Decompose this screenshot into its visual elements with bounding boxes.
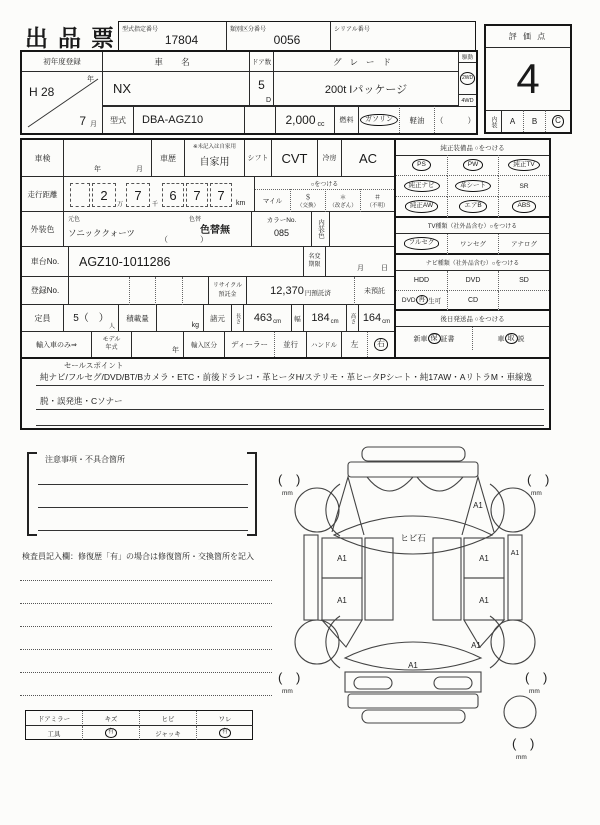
sales-divider [22, 357, 549, 359]
doors-code: D [265, 97, 271, 104]
shift-label: シフト [245, 140, 272, 177]
recycle-label: リサイクル 預託金 [209, 277, 247, 305]
sales-underline [36, 385, 544, 386]
jack-label: ジャッキ [140, 726, 197, 740]
mirror-label: ドアミラー [26, 711, 83, 726]
car-outline [295, 447, 536, 728]
ship-warranty-book: 新車 保 証書 [413, 334, 455, 343]
nav-dvd: DVD [447, 271, 498, 291]
svg-text:(: ( [278, 670, 283, 685]
recycle-value-cell [247, 277, 354, 305]
first-reg-month-unit: 月 [90, 121, 97, 128]
doors-cell [250, 72, 274, 106]
mileage-digits-cell [64, 177, 255, 212]
name-change-month-unit: 月 [357, 265, 364, 272]
equipment-header: 純正装備品 ○をつける [396, 140, 549, 156]
vehicle-info-table [20, 50, 478, 135]
caution-bracket-left [27, 452, 37, 536]
displacement-cell [276, 106, 335, 133]
reg-no-divider [129, 277, 130, 305]
int-color-cell [330, 212, 394, 247]
grade-header: グレード [274, 52, 459, 72]
displacement-unit: cc [317, 120, 325, 128]
svg-text:(: ( [525, 670, 530, 685]
capacity-unit: 人 [108, 324, 115, 330]
ship-later-header: 後日発送品 ○をつける [396, 311, 549, 327]
inspector-line [20, 603, 272, 604]
code-boxes [118, 21, 476, 52]
equip-tv: 純正TV [498, 155, 549, 176]
model-code-box [119, 22, 227, 51]
fuel-gasoline-selected: ガソリン [359, 106, 399, 133]
caution-bracket-right [247, 452, 257, 536]
fuel-diesel: 軽油 [399, 106, 434, 133]
mm-marker-top-right [527, 472, 549, 497]
grade-value: 200t Iパッケージ [274, 72, 459, 106]
inspector-note: 検査員記入欄：修復歴「有」の場合は修復箇所・交換箇所を記入 [22, 552, 254, 561]
first-reg-cell [22, 72, 103, 133]
equip-ps: PS [396, 155, 447, 176]
damage-mark: A1 [479, 596, 489, 605]
tool-label: 工具 [26, 726, 83, 740]
color-no-cell [252, 212, 312, 247]
serial-box [331, 22, 473, 51]
base-color-value: ソニッククォーツ [68, 228, 135, 238]
ext-color-label: 外装色 [22, 212, 64, 247]
svg-text:): ) [296, 670, 301, 685]
interior-grade-label: 内装 [486, 110, 502, 132]
mm-marker-mid-left [278, 670, 300, 695]
mm-marker-mid-right [525, 670, 547, 695]
fuel-blank: （ ） [434, 106, 476, 133]
mm-marker-spare [512, 736, 534, 761]
crack-label: ヒビ [140, 711, 197, 726]
car-name-value: NX [103, 72, 250, 106]
equip-leather: 革シート [447, 176, 498, 197]
interior-grade-c-selected: C [546, 110, 570, 132]
displacement-label [245, 106, 276, 133]
shaken-month-unit: 月 [136, 166, 143, 173]
length-label: 長さ [232, 305, 244, 332]
svg-text:mm: mm [531, 490, 542, 497]
model-label: 型式 [103, 106, 134, 133]
reg-no-cells [69, 277, 209, 305]
mm-marker-top-left [278, 472, 300, 497]
mileage-label: 走行距離 [22, 177, 64, 212]
car-name-header: 車 名 [103, 52, 250, 72]
load-unit: kg [191, 322, 199, 329]
first-reg-year-unit: 年 [87, 76, 94, 83]
int-color-label: 内装色 [312, 212, 330, 247]
damage-mark: A1 [337, 554, 347, 563]
inspector-line [20, 695, 272, 696]
capacity-cell [64, 305, 119, 332]
recolor-label: 色替 [189, 217, 202, 223]
history-note: ※未記入は自家用 [192, 144, 237, 150]
color-no-label: カラーNo. [266, 217, 297, 224]
import-class-label: 輸入区分 [184, 332, 225, 357]
mileage-sen-unit: 千 [152, 202, 159, 208]
sales-underline [36, 425, 544, 426]
first-reg-header: 初年度登録 [22, 52, 103, 72]
inspector-line [20, 626, 272, 627]
tv-oneseg: ワンセグ [447, 234, 498, 255]
tools-table [25, 710, 253, 740]
recolor-blank: （ ） [160, 235, 208, 244]
inspector-line [20, 672, 272, 673]
cd-option: CD [447, 291, 498, 311]
reg-no-label: 登録No. [22, 277, 69, 305]
dvd-playable: DVD 再 生可 [396, 291, 447, 311]
ext-color-cell [64, 212, 252, 247]
equip-pw: PW [447, 155, 498, 176]
mileage-mark-group [255, 177, 394, 212]
name-change-label: 名変 期限 [304, 247, 326, 277]
sales-label: セールスポイント [64, 361, 124, 370]
tv-fullseg-selected: フルセグ [396, 234, 447, 255]
score-box [484, 24, 572, 134]
mileage-digit-5: 7 [186, 183, 208, 207]
fuel-label: 燃料 [335, 106, 359, 133]
recycle-none: 未預託 [354, 277, 394, 305]
doors-value: 5 [258, 78, 265, 92]
color-no-value: 085 [273, 228, 290, 238]
svg-text:mm: mm [282, 490, 293, 497]
width-cell: 184 cm [304, 305, 347, 332]
tool-present: 有 [83, 726, 140, 740]
recolor-value: 色替無 [200, 225, 230, 236]
svg-text:): ) [296, 472, 301, 487]
first-reg-era: H 28 [29, 85, 55, 99]
damage-mark: A1 [337, 596, 347, 605]
history-cell [185, 140, 245, 177]
split-label: ワレ [197, 711, 253, 726]
ship-manual: 車 取 説 [472, 327, 549, 350]
damage-mark: A1 [510, 550, 520, 557]
height-label: 高さ [347, 305, 359, 332]
equip-sr: SR [498, 176, 549, 197]
history-label: 車歴 [152, 140, 185, 177]
capacity-label: 定員 [22, 305, 64, 332]
mileage-digit-3: 7 [126, 183, 150, 207]
sales-underline [36, 409, 544, 410]
mile-option: マイル [262, 198, 283, 205]
reg-no-divider [182, 277, 183, 305]
asterisk-option: ＊ （改ざん） [325, 189, 360, 212]
capacity-value: 5（ ） [73, 313, 109, 324]
first-reg-month: 7 [79, 114, 86, 128]
handle-label: ハンドル [307, 332, 342, 357]
mark-header: ○をつける [255, 177, 394, 190]
chassis-label: 車台No. [22, 247, 69, 277]
caution-title: 注意事項・不具合箇所 [45, 455, 125, 464]
name-change-day-unit: 日 [381, 265, 388, 272]
svg-text:(: ( [527, 472, 532, 487]
displacement-value: 2,000 [285, 113, 316, 127]
sales-line1: 純ナビ/フルセグ/DVD/BT/Bカメラ・ETC・前後ドラレコ・革ヒータH/ステリモ・革ヒータPシート・純17AW・AリトラM・車線逸 [40, 372, 532, 382]
sales-line2: 脱・誤発進・Cソナー [40, 396, 123, 406]
mileage-digit-6: 7 [210, 183, 232, 207]
class-code-label: 類別区分番号 [230, 27, 267, 33]
vehicle-diagram [272, 440, 574, 770]
load-cell [157, 305, 204, 332]
dims-label: 諸元 [204, 305, 232, 332]
interior-grade-b: B [524, 110, 546, 132]
equipment-column [394, 140, 549, 357]
shaken-label: 車検 [22, 140, 64, 177]
mileage-unit: km [236, 200, 246, 207]
svg-text:): ) [530, 736, 535, 751]
history-value: 自家用 [199, 157, 230, 168]
shaken-cell [64, 140, 152, 177]
empty-option [498, 291, 549, 311]
inspector-line [20, 649, 272, 650]
windshield-chip-mark: ヒビ石 [400, 533, 426, 543]
model-year-cell: 年 [132, 332, 184, 357]
equip-navi: 純正ナビ [396, 176, 447, 197]
height-cell: 164 cm [359, 305, 394, 332]
drive-2wd-selected: 2WD [459, 63, 476, 95]
aircon-value: AC [342, 140, 394, 177]
model-value: DBA-AGZ10 [134, 106, 245, 133]
length-cell: 463 cm [244, 305, 292, 332]
drive-4wd: 4WD [461, 97, 474, 104]
score-value: 4 [516, 55, 540, 102]
class-code-value: 0056 [273, 33, 301, 47]
mileage-man-unit: 万 [117, 202, 124, 208]
handle-right-selected: 右 [367, 332, 394, 357]
load-label: 積載量 [119, 305, 157, 332]
nav-type-header: ナビ種類（社外品含む）○をつける [396, 255, 549, 271]
mileage-digit-2: 2 [92, 183, 116, 207]
tv-type-header: TV種類（社外品含む）○をつける [396, 218, 549, 234]
damage-mark: A1 [408, 661, 418, 670]
model-code-label: 型式指定番号 [122, 27, 159, 33]
interior-grade-a: A [502, 110, 524, 132]
doors-header: ドア数 [250, 52, 274, 72]
model-code-value: 17804 [164, 33, 199, 47]
tv-analog: アナログ [498, 234, 549, 255]
shift-value: CVT [272, 140, 318, 177]
svg-text:): ) [543, 670, 548, 685]
mileage-digit-1 [70, 183, 90, 207]
import-label: 輸入車のみ⇒ [22, 332, 92, 357]
caution-line [38, 530, 248, 531]
damage-mark: A1 [479, 554, 489, 563]
svg-text:(: ( [278, 472, 283, 487]
inspector-line [20, 580, 272, 581]
nav-hdd: HDD [396, 271, 447, 291]
model-year-label: モデル 年式 [92, 332, 132, 357]
scratch-label: キズ [83, 711, 140, 726]
import-dealer: ディーラー [231, 340, 268, 349]
hash-option: ＃ （不明） [360, 189, 394, 212]
svg-text:mm: mm [529, 688, 540, 695]
drive-header: 駆動 [459, 52, 476, 63]
aircon-label: 冷房 [318, 140, 342, 177]
sheet-title: 出品票 [25, 25, 124, 51]
jack-present: 有 [197, 726, 253, 740]
caution-line [38, 507, 248, 508]
mileage-digit-4: 6 [162, 183, 184, 207]
svg-text:): ) [545, 472, 550, 487]
name-change-cell [326, 247, 394, 277]
damage-mark: A1 [471, 641, 481, 650]
damage-mark: A1 [473, 501, 483, 510]
equip-airbag: エアB [447, 197, 498, 218]
shaken-year-unit: 年 [94, 166, 101, 173]
chassis-value: AGZ10-1011286 [69, 247, 304, 277]
class-code-box [227, 22, 331, 51]
recycle-suffix: 円預託済 [304, 290, 331, 297]
serial-label: シリアル番号 [334, 27, 370, 33]
equip-abs: ABS [498, 197, 549, 218]
width-label: 幅 [292, 305, 304, 332]
main-table [20, 138, 551, 430]
svg-text:mm: mm [516, 754, 527, 761]
base-color-label: 元色 [68, 217, 81, 223]
dollar-option: ＄ （交換） [290, 189, 325, 212]
score-label: 評 価 点 [486, 26, 570, 48]
caution-line [38, 484, 248, 485]
import-parallel: 並行 [274, 332, 307, 357]
handle-left: 左 [350, 340, 359, 349]
svg-text:(: ( [512, 736, 517, 751]
reg-no-divider [155, 277, 156, 305]
nav-sd: SD [498, 271, 549, 291]
recycle-amount: 12,370 [270, 284, 304, 297]
equip-aw: 純正AW [396, 197, 447, 218]
svg-text:mm: mm [282, 688, 293, 695]
